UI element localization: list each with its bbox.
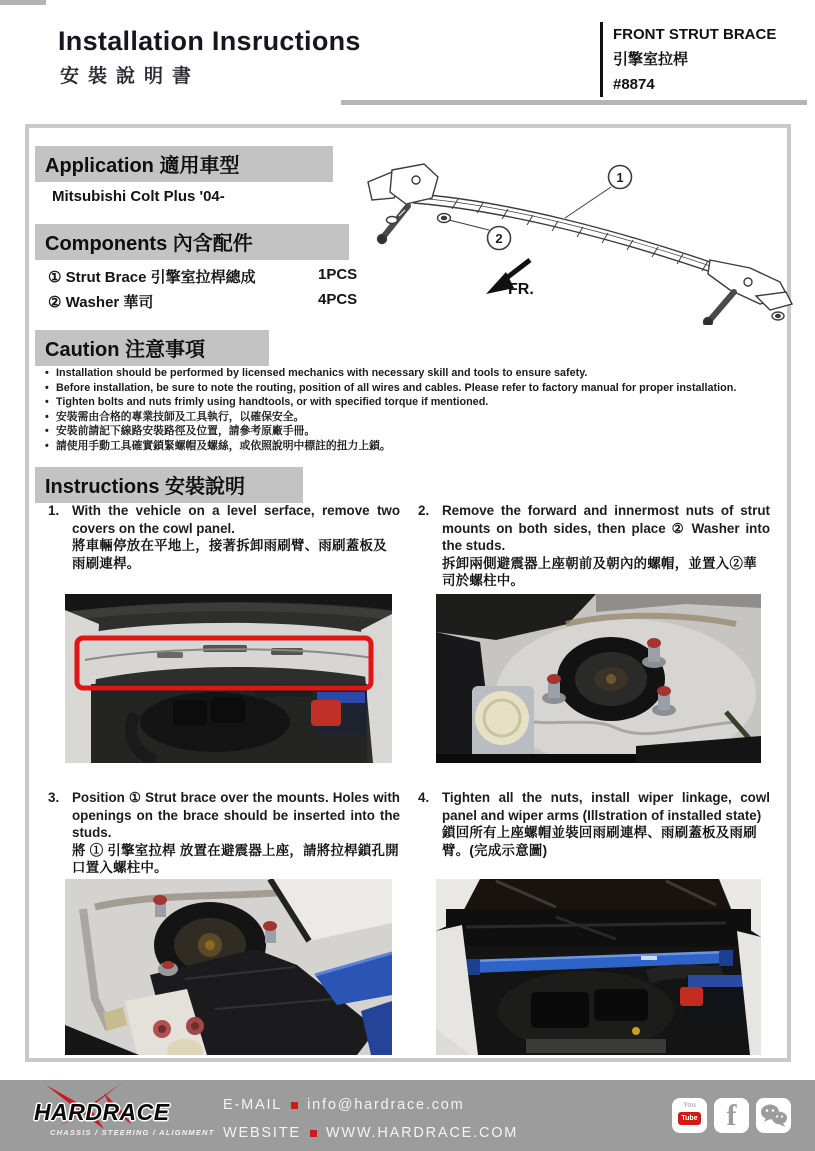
footer-bar bbox=[0, 1080, 815, 1151]
component-item: ① Strut Brace 引擎室拉桿總成 bbox=[48, 269, 256, 286]
photo-step2-strut-mount bbox=[436, 594, 761, 763]
instruction-step-1 bbox=[48, 502, 400, 572]
instruction-step-4 bbox=[418, 789, 770, 859]
caution-list bbox=[45, 366, 777, 454]
section-components-heading: Components 內含配件 bbox=[35, 224, 349, 260]
hardrace-logo bbox=[28, 1083, 223, 1145]
product-name-en: FRONT STRUT BRACE bbox=[613, 26, 777, 43]
header-divider bbox=[600, 22, 603, 97]
right-bracket bbox=[704, 260, 793, 325]
caution-bullet: • Installation should be performed by licensed mechanics with necessary skill and tools to ensure safety. bbox=[45, 366, 777, 381]
photo-step3-brace-on-mount bbox=[65, 879, 392, 1055]
step-text-zh: 將 ① 引擎室拉桿 放置在避震器上座，請將拉桿鎖孔開口置入螺柱中。 bbox=[72, 842, 399, 875]
caution-bullet: • Before installation, be sure to note the routing, position of all wires and cables. Please refer to factory manual for proper installation. bbox=[45, 381, 777, 396]
step-number: 1. bbox=[48, 503, 60, 518]
svg-text:2: 2 bbox=[495, 231, 503, 246]
front-direction-arrow bbox=[486, 260, 534, 298]
brand-tagline: CHASSIS / STEERING / ALIGNMENT bbox=[50, 1128, 215, 1137]
step-text-zh: 將車輛停放在平地上，接著拆卸雨刷臂、雨刷蓋板及雨刷連桿。 bbox=[72, 538, 387, 571]
step-text-en: Remove the forward and innermost nuts of strut mounts on both sides, then place ② Washer into the studs. bbox=[442, 503, 770, 553]
application-vehicle: Mitsubishi Colt Plus '04- bbox=[52, 188, 225, 205]
strut-brace-diagram bbox=[358, 150, 793, 325]
component-qty: 1PCS bbox=[318, 266, 358, 283]
caution-bullet: • Tighten bolts and nuts frimly using handtools, or with specified torque if mentioned. bbox=[45, 395, 777, 410]
product-name-zh: 引擎室拉桿 bbox=[613, 51, 689, 68]
caution-bullet: • 安裝需由合格的專業技師及工具執行，以確保安全。 bbox=[45, 410, 777, 425]
email-label: E-MAIL bbox=[223, 1097, 283, 1113]
caution-bullet: • 安裝前請記下線路安裝路徑及位置，請參考原廠手冊。 bbox=[45, 424, 777, 439]
photo-step1-cowl-panel bbox=[65, 594, 392, 763]
website-line bbox=[223, 1119, 518, 1147]
section-application-heading: Application 適用車型 bbox=[35, 146, 333, 182]
brand-name: HARDRACE bbox=[34, 1099, 170, 1125]
step-number: 2. bbox=[418, 503, 430, 518]
red-bullet bbox=[310, 1130, 317, 1137]
step-text-zh: 拆卸兩側避震器上座朝前及朝內的螺帽，並置入②華司於螺柱中。 bbox=[442, 555, 757, 588]
section-caution-heading: Caution 注意事項 bbox=[35, 330, 269, 366]
brace-bar bbox=[414, 194, 750, 285]
website-label: WEBSITE bbox=[223, 1125, 301, 1141]
facebook-icon: f bbox=[714, 1098, 749, 1133]
website-value: WWW.HARDRACE.COM bbox=[325, 1125, 519, 1141]
component-qty: 4PCS bbox=[318, 291, 358, 308]
step-text-en: Position ① Strut brace over the mounts. Holes with openings on the brace should be inserted into the studs. bbox=[72, 790, 400, 840]
step-text-en: With the vehicle on a level serface, remove two covers on the cowl panel. bbox=[72, 503, 400, 536]
step-text-zh: 鎖回所有上座螺帽並裝回雨刷連桿、雨刷蓋板及雨刷臂。(完成示意圖) bbox=[442, 825, 757, 858]
wechat-icon bbox=[756, 1098, 791, 1133]
caution-bullet: • 請使用手動工具確實鎖緊螺帽及螺絲，或依照說明中標註的扭力上鎖。 bbox=[45, 439, 777, 454]
header-left-dash bbox=[0, 0, 46, 5]
header-rule bbox=[341, 100, 807, 105]
social-icons bbox=[672, 1098, 791, 1133]
red-bullet bbox=[291, 1102, 298, 1109]
step-number: 3. bbox=[48, 790, 60, 805]
svg-text:1: 1 bbox=[616, 170, 624, 185]
instruction-step-2 bbox=[418, 502, 770, 590]
email-value: info@hardrace.com bbox=[307, 1097, 465, 1113]
contact-info bbox=[223, 1091, 518, 1147]
section-instructions-heading: Instructions 安裝說明 bbox=[35, 467, 303, 503]
page-title: Installation Insructions bbox=[58, 26, 361, 56]
step-text-en: Tighten all the nuts, install wiper linkage, cowl panel and wiper arms (Illstration of installed state) bbox=[442, 790, 770, 823]
component-item: ② Washer 華司 bbox=[48, 294, 154, 311]
part-number: #8874 bbox=[613, 76, 655, 93]
callout-2 bbox=[449, 220, 511, 250]
email-line bbox=[223, 1091, 518, 1119]
instruction-step-3 bbox=[48, 789, 400, 877]
step-number: 4. bbox=[418, 790, 430, 805]
photo-step4-installed-brace bbox=[436, 879, 761, 1055]
youtube-icon: You Tube bbox=[672, 1098, 707, 1133]
svg-text:FR.: FR. bbox=[508, 281, 534, 298]
product-info bbox=[613, 22, 776, 97]
callout-1 bbox=[565, 166, 632, 219]
page-title-zh: 安裝說明書 bbox=[60, 66, 201, 87]
